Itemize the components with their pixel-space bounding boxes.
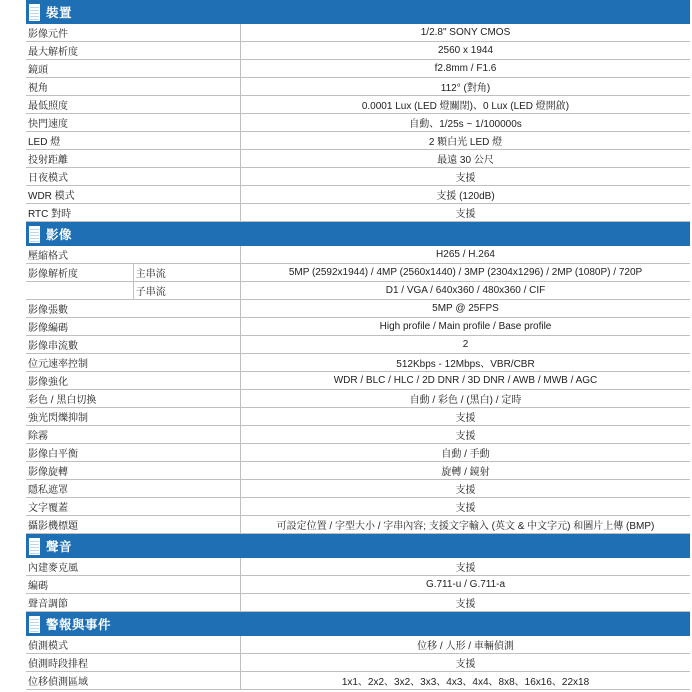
spec-value: 2 顆白光 LED 燈 [241, 132, 691, 150]
spec-value: 支援 [241, 204, 691, 222]
spec-table-device [26, 24, 690, 222]
spec-label: 攝影機標題 [26, 516, 241, 534]
spec-label: 影像編碼 [26, 318, 241, 336]
spec-sublabel: 主串流 [133, 264, 240, 282]
spec-label: 位元速率控制 [26, 354, 241, 372]
table-row [26, 132, 690, 150]
spec-label: 偵測模式 [26, 636, 241, 654]
table-row [26, 186, 690, 204]
table-row [26, 114, 690, 132]
spec-label: 編碼 [26, 576, 241, 594]
table-row [26, 246, 690, 264]
spec-label [26, 282, 133, 300]
table-row [26, 42, 690, 60]
section-header-video [26, 222, 690, 246]
spec-value: 1x1、2x2、3x2、3x3、4x3、4x4、8x8、16x16、22x18 [241, 672, 691, 690]
spec-value: D1 / VGA / 640x360 / 480x360 / CIF [241, 282, 691, 300]
spec-value: G.711-u / G.711-a [241, 576, 691, 594]
spec-value: 支援 [241, 498, 691, 516]
spec-value: 5MP (2592x1944) / 4MP (2560x1440) / 3MP (2304x1296) / 2MP (1080P) / 720P [241, 264, 691, 282]
spec-value: WDR / BLC / HLC / 2D DNR / 3D DNR / AWB / MWB / AGC [241, 372, 691, 390]
table-row [26, 480, 690, 498]
spec-value: 自動 / 彩色 / (黑白) / 定時 [241, 390, 691, 408]
spec-value: 支援 [241, 480, 691, 498]
spec-sheet [26, 0, 690, 690]
table-row [26, 498, 690, 516]
spec-label: 影像串流數 [26, 336, 241, 354]
spec-label: 彩色 / 黑白切換 [26, 390, 241, 408]
spec-label: 內建麥克風 [26, 558, 241, 576]
spec-label: 壓縮格式 [26, 246, 241, 264]
spec-value: 可設定位置 / 字型大小 / 字串內容; 支援文字輸入 (英文 & 中文字元) 和圖片上傳 (BMP) [241, 516, 691, 534]
spec-value: 自動、1/25s ~ 1/100000s [241, 114, 691, 132]
table-row [26, 408, 690, 426]
table-row [26, 336, 690, 354]
table-row [26, 426, 690, 444]
spec-label: 隱私遮罩 [26, 480, 241, 498]
table-row [26, 150, 690, 168]
section-marker-icon [29, 4, 40, 21]
table-row [26, 558, 690, 576]
spec-label: 位移偵測區域 [26, 672, 241, 690]
spec-value: 位移 / 人形 / 車輛偵測 [241, 636, 691, 654]
spec-value: 支援 [241, 558, 691, 576]
section-title: 聲音 [46, 540, 73, 554]
spec-value: 支援 [241, 594, 691, 612]
table-row [26, 354, 690, 372]
section-header-alarm [26, 612, 690, 636]
spec-label: 影像張數 [26, 300, 241, 318]
section-title: 警報與事件 [46, 618, 112, 632]
table-row [26, 462, 690, 480]
table-row [26, 372, 690, 390]
spec-value: H265 / H.264 [241, 246, 691, 264]
table-row [26, 96, 690, 114]
spec-label: 聲音調節 [26, 594, 241, 612]
table-row [26, 264, 690, 282]
spec-value: 2 [241, 336, 691, 354]
spec-label: 最低照度 [26, 96, 241, 114]
spec-label: 強光閃爍抑制 [26, 408, 241, 426]
spec-label: WDR 模式 [26, 186, 241, 204]
spec-label: 投射距離 [26, 150, 241, 168]
spec-value: 最遠 30 公尺 [241, 150, 691, 168]
table-row [26, 636, 690, 654]
section-header-audio [26, 534, 690, 558]
spec-label: 影像旋轉 [26, 462, 241, 480]
section-marker-icon [29, 538, 40, 555]
table-row [26, 300, 690, 318]
section-marker-icon [29, 616, 40, 633]
spec-label: 影像白平衡 [26, 444, 241, 462]
table-row [26, 204, 690, 222]
spec-label: LED 燈 [26, 132, 241, 150]
table-row [26, 390, 690, 408]
spec-label: RTC 對時 [26, 204, 241, 222]
spec-value: 支援 [241, 654, 691, 672]
spec-label: 快門速度 [26, 114, 241, 132]
table-row [26, 444, 690, 462]
spec-value: High profile / Main profile / Base profile [241, 318, 691, 336]
table-row [26, 60, 690, 78]
spec-label: 最大解析度 [26, 42, 241, 60]
table-row [26, 516, 690, 534]
table-row [26, 672, 690, 690]
table-row [26, 654, 690, 672]
spec-value: f2.8mm / F1.6 [241, 60, 691, 78]
spec-label: 影像解析度 [26, 264, 133, 282]
spec-value: 支援 [241, 426, 691, 444]
section-title: 裝置 [46, 6, 73, 20]
spec-label: 除霧 [26, 426, 241, 444]
spec-value: 支援 (120dB) [241, 186, 691, 204]
table-row [26, 594, 690, 612]
table-row [26, 576, 690, 594]
spec-value: 2560 x 1944 [241, 42, 691, 60]
spec-label: 日夜模式 [26, 168, 241, 186]
section-marker-icon [29, 226, 40, 243]
spec-value: 112° (對角) [241, 78, 691, 96]
spec-table-audio [26, 558, 690, 612]
spec-table-video [26, 246, 690, 534]
table-row [26, 168, 690, 186]
table-row [26, 282, 690, 300]
table-row [26, 24, 690, 42]
spec-label: 偵測時段排程 [26, 654, 241, 672]
spec-value: 旋轉 / 鏡射 [241, 462, 691, 480]
spec-label: 文字覆蓋 [26, 498, 241, 516]
spec-label: 影像元件 [26, 24, 241, 42]
spec-table-alarm [26, 636, 690, 690]
section-header-device [26, 0, 690, 24]
spec-value: 1/2.8" SONY CMOS [241, 24, 691, 42]
table-row [26, 78, 690, 96]
spec-value: 支援 [241, 408, 691, 426]
table-row [26, 318, 690, 336]
spec-label: 影像強化 [26, 372, 241, 390]
spec-label: 鏡頭 [26, 60, 241, 78]
spec-value: 512Kbps - 12Mbps、VBR/CBR [241, 354, 691, 372]
section-title: 影像 [46, 228, 73, 242]
spec-sublabel: 子串流 [133, 282, 240, 300]
spec-label: 視角 [26, 78, 241, 96]
spec-value: 5MP @ 25FPS [241, 300, 691, 318]
spec-value: 0.0001 Lux (LED 燈關閉)、0 Lux (LED 燈開啟) [241, 96, 691, 114]
spec-value: 支援 [241, 168, 691, 186]
spec-value: 自動 / 手動 [241, 444, 691, 462]
